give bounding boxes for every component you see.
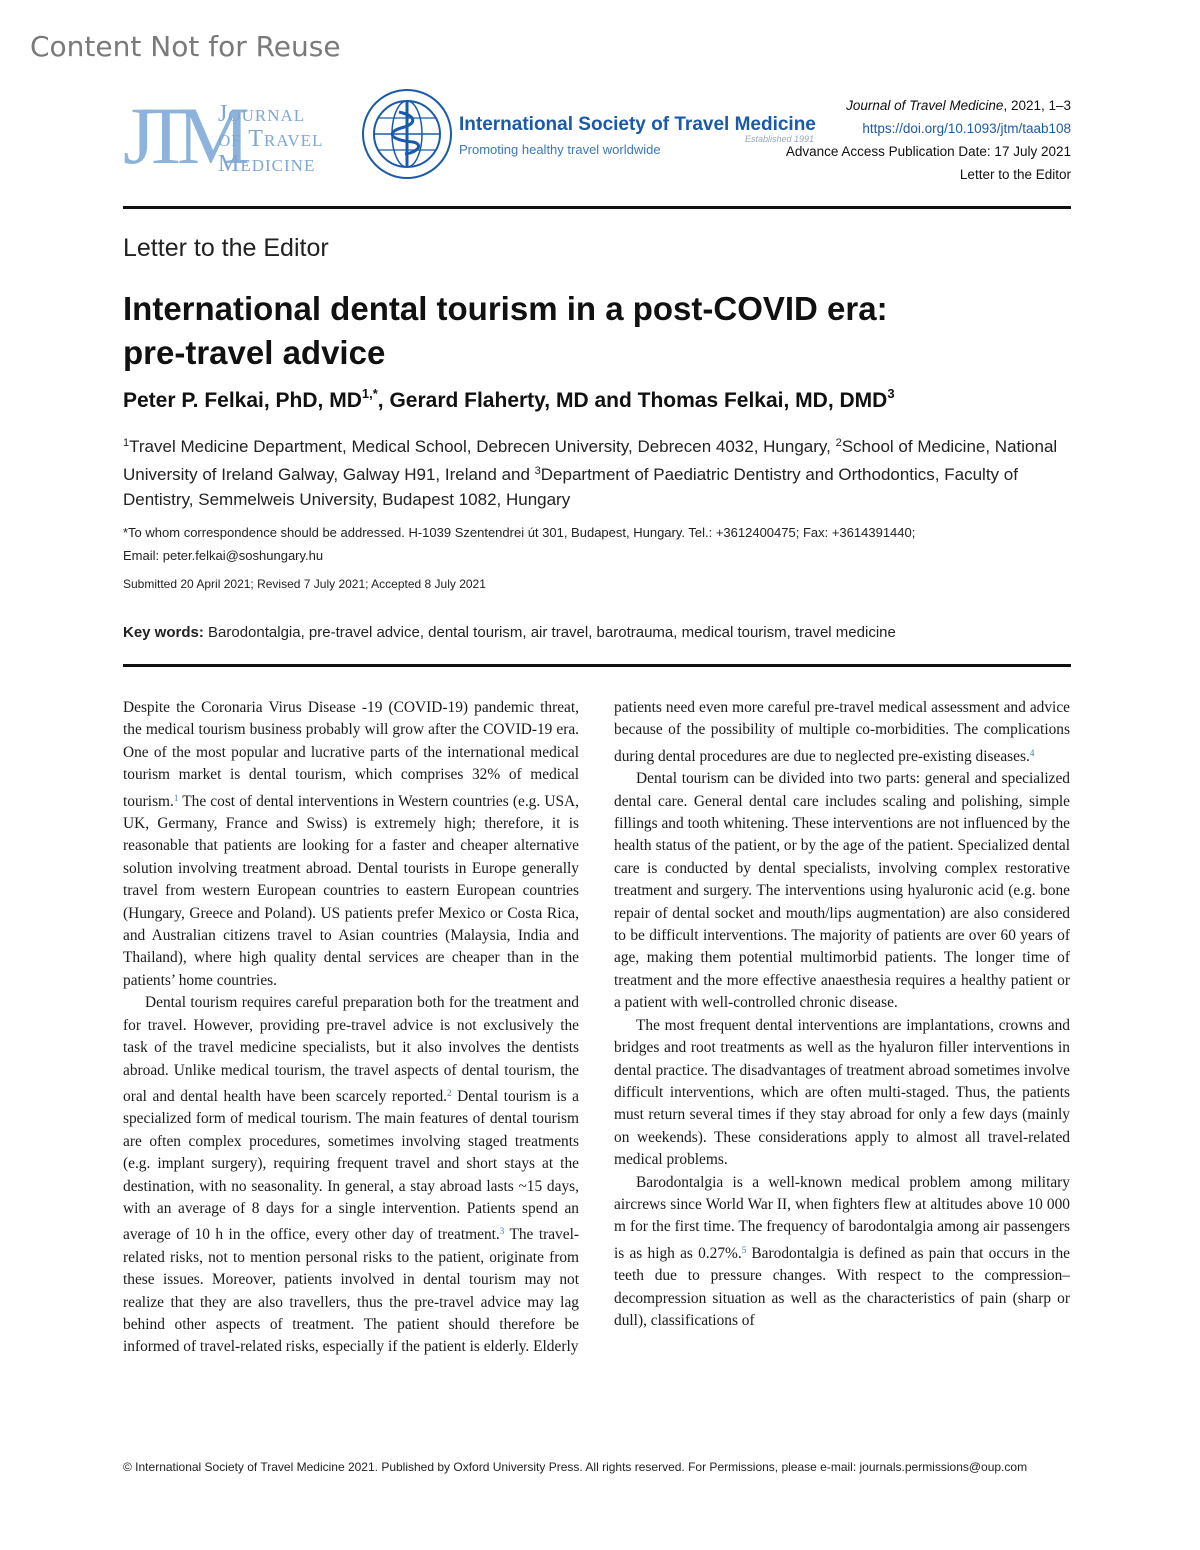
body-text: patients need even more careful pre-travel medical assessment and advice because of the possibility of multiple co-morbidities. The complications during dental procedures are due to neglected pre-existing diseases. (614, 699, 1070, 765)
body-paragraph (123, 992, 579, 1359)
submission-dates: Submitted 20 April 2021; Revised 7 July 2021; Accepted 8 July 2021 (123, 577, 486, 591)
body-text: Despite the Coronaria Virus Disease -19 (COVID-19) pandemic threat, the medical tourism business probably will grow after the COVID-19 era. One of the most popular and lucrative parts of the international medical tourism market is dental tourism, which comprises 32% of medical tourism. (123, 699, 579, 810)
article-type: Letter to the Editor (959, 167, 1071, 182)
affil-2-marker: 2 (835, 437, 842, 449)
authors-2-3[interactable]: , Gerard Flaherty, MD and Thomas Felkai, MD, DMD (377, 389, 888, 412)
body-text: Dental tourism is a specialized form of medical tourism. The main features of dental tourism are often complex procedures, sometimes involving staged treatments (e.g. implant surgery), requiring frequent travel and short stays at the destination, with no seasonality. In general, a stay abroad lasts ~15 days, with an average of 8 days for a single intervention. Patients spend an average of 10 h in the office, every other day of treatment. (123, 1087, 580, 1244)
istm-tagline: Promoting healthy travel worldwide (459, 142, 661, 157)
istm-established: Established 1991 (745, 134, 815, 144)
jtm-monogram: JTM (123, 90, 236, 181)
correspondence-email[interactable]: Email: peter.felkai@soshungary.hu (123, 548, 324, 563)
doi-link[interactable]: https://doi.org/10.1093/jtm/taab108 (862, 121, 1071, 136)
body-paragraph (614, 1172, 1070, 1333)
affil-3: Department of Paediatric Dentistry and Orthodontics, Faculty of Dentistry, Semmelweis University, Budapest 1082, Hungary (123, 465, 1018, 509)
body-rule (123, 664, 1071, 667)
citation-journal (786, 94, 1071, 117)
body-text: Barodontalgia is defined as pain that occurs in the teeth due to pressure changes. With respect to the compression–decompression situation as well as the characteristics of pain (sharp or dull), classifications of (614, 1244, 1070, 1329)
correspondence-address: *To whom correspondence should be addressed. H-1039 Szentendrei út 301, Budapest, Hungary. Tel.: +3612400475; Fax: +3614391440; (123, 525, 916, 540)
body-text: Barodontalgia is a well-known medical problem among military aircrews since World War II, when fighters flew at altitudes above 10 000 m for the first time. The frequency of barodontalgia among air passengers is as high as 0.27%. (614, 1173, 1070, 1262)
citation-block (786, 94, 1071, 186)
author-3-affil: 3 (887, 386, 895, 401)
body-paragraph: The most frequent dental interventions are implantations, crowns and bridges and root treatments as well as the hyaluron filler interventions in dental practice. The disadvantages of treatment abroad sometimes involve difficult interventions, which are often multi-staged. Thus, the patients must return several times if they stay abroad for only a few days (mainly on weekends). These considerations apply to almost all travel-related medical problems. (614, 1016, 1070, 1169)
affiliations (123, 431, 1071, 512)
article-title: International dental tourism in a post-COVID era: pre-travel advice (123, 290, 888, 371)
author-1-affil: 1,* (361, 386, 378, 401)
body-paragraph (614, 697, 1070, 768)
keywords (123, 624, 896, 641)
body-text: The cost of dental interventions in Western countries (e.g. USA, UK, Germany, France and Swiss) is extremely high; therefore, it is reasonable that patients are looking for a faster and cheaper alternative solution involving treatment abroad. Dental tourists in Europe generally travel from western European countries to eastern European countries (Hungary, Greece and Poland). US patients prefer Mexico or Costa Rica, and Australian citizens travel to Asian countries (Malaysia, India and Thailand), where high quality dental services are cheaper than in the patients’ home countries. (123, 792, 579, 989)
section-label: Letter to the Editor (123, 234, 329, 262)
copyright-footer: © International Society of Travel Medicine 2021. Published by Oxford University Press. All rights reserved. For Permissions, please e-mail: journals.permissions@oup.com (123, 1460, 1028, 1474)
jtm-word-3: Medicine (218, 151, 316, 177)
correspondence (123, 521, 1071, 567)
journal-name: Journal of Travel Medicine (846, 98, 1004, 113)
affil-1-marker: 1 (123, 437, 130, 449)
jtm-wordmark (218, 102, 323, 177)
body-text: Dental tourism requires careful preparation both for the treatment and for travel. However, providing pre-travel advice is not exclusively the task of the travel medicine specialists, but it also involves the dentists abroad. Unlike medical tourism, the travel aspects of dental tourism, the oral and dental health have been scarcely reported. (123, 994, 579, 1105)
body-column-right (614, 697, 1070, 1332)
body-paragraph (123, 697, 579, 992)
istm-name[interactable]: International Society of Travel Medicine (459, 114, 816, 135)
journal-header (123, 88, 1071, 198)
advance-access-date: Advance Access Publication Date: 17 July 2021 (785, 144, 1071, 159)
keywords-label: Key words: (123, 624, 204, 641)
reference-marker[interactable]: 2 (447, 1087, 452, 1098)
watermark: Content Not for Reuse (30, 30, 341, 63)
body-column-left (123, 697, 579, 1359)
affil-2: School of Medicine, National University of Ireland Galway, Galway H91, Ireland and (123, 437, 1058, 484)
author-1[interactable]: Peter P. Felkai, PhD, MD (123, 389, 362, 412)
jtm-word-2: of Travel (218, 126, 324, 152)
jtm-logo-icon[interactable] (123, 88, 333, 188)
reference-marker[interactable]: 5 (741, 1244, 747, 1255)
affil-3-marker: 3 (534, 465, 541, 477)
reference-marker[interactable]: 3 (499, 1226, 505, 1237)
body-paragraph: Dental tourism can be divided into two parts: general and specialized dental care. General dental care includes scaling and polishing, simple fillings and tooth whitening. These interventions are not influenced by the health status of the patient, or by the age of the patient. Specialized dental care is conducted by dental specialists, involving complex restorative treatment and surgery. The interventions using hyaluronic acid (e.g. bone repair of dental socket and mouth/lips augmentation) are also considered to be difficult interventions. The majority of patients are over 60 years of age, making them potential multimorbid patients. The longer time of treatment and the more effective anaesthesia requires a healthy patient or a patient with well-controlled chronic disease. (614, 770, 1070, 1012)
reference-marker[interactable]: 4 (1029, 747, 1035, 758)
header-rule (123, 206, 1071, 209)
author-list (123, 386, 895, 413)
body-text: The travel-related risks, not to mention personal risks to the patient, originate from these issues. Moreover, patients involved in dental tourism may not realize that they are also travellers, thus the pre-travel advice may lag behind other aspects of treatment. The patient should therefore be informed of travel-related risks, especially if the patient is elderly. Elderly (123, 1226, 579, 1356)
journal-year-pages: , 2021, 1–3 (1003, 98, 1071, 113)
affil-1: Travel Medicine Department, Medical School, Debrecen University, Debrecen 4032, Hungary, (129, 437, 836, 456)
istm-globe-icon[interactable] (361, 88, 453, 180)
reference-marker[interactable]: 1 (173, 792, 179, 803)
jtm-word-1: Journal (218, 101, 306, 127)
keywords-list: Barodontalgia, pre-travel advice, dental tourism, air travel, barotrauma, medical tourism, travel medicine (203, 624, 896, 641)
